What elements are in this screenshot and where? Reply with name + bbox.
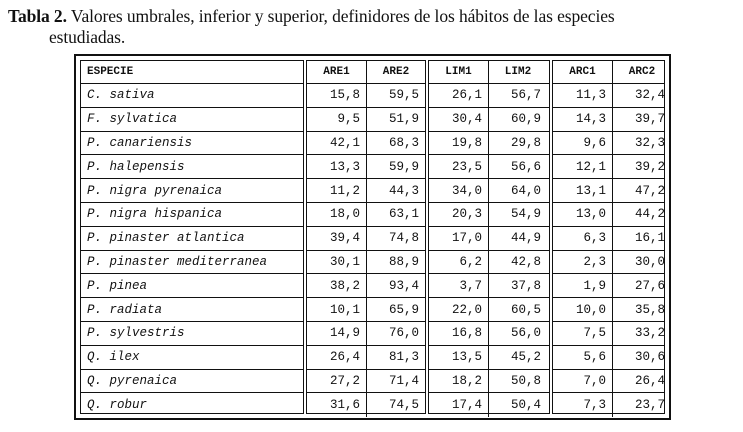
value-cell-are2: 65,9 [388, 302, 419, 317]
table-row [429, 227, 549, 251]
table-row [429, 322, 549, 346]
value-cell-arc1: 7,3 [553, 393, 613, 417]
table-row [81, 227, 303, 251]
value-cell-are2: 71,4 [388, 373, 419, 388]
table-row [429, 370, 549, 394]
value-cell-lim2: 50,4 [510, 398, 541, 413]
value-cell-are1: 10,1 [307, 298, 367, 321]
value-cell-arc1: 14,3 [553, 108, 613, 131]
table-row [81, 179, 303, 203]
value-cell-are2: 44,3 [388, 183, 419, 198]
value-cell-arc2: 33,2 [634, 326, 665, 341]
value-cell-are2: 81,3 [388, 350, 419, 365]
species-name-cell: P. pinaster atlantica [87, 231, 245, 246]
table-row [553, 108, 664, 132]
value-cell-arc1: 7,5 [553, 322, 613, 345]
table-row [81, 84, 303, 108]
table-row [553, 346, 664, 370]
species-name-cell: P. pinaster mediterranea [87, 254, 268, 269]
species-name-cell: P. canariensis [87, 135, 193, 150]
value-cell-are2: 59,9 [388, 159, 419, 174]
value-cell-arc1: 13,1 [553, 179, 613, 202]
value-cell-arc1: 7,0 [553, 370, 613, 393]
table-row [307, 132, 425, 156]
value-cell-are1: 18,0 [307, 203, 367, 226]
table-row [553, 203, 664, 227]
table-row [307, 370, 425, 394]
table-row [429, 251, 549, 275]
value-cell-arc2: 32,4 [634, 88, 665, 103]
table-row [429, 155, 549, 179]
value-cell-lim2: 37,8 [510, 278, 541, 293]
value-cell-are1: 30,1 [307, 251, 367, 274]
are-column-group [306, 60, 426, 414]
value-cell-lim1: 17,4 [429, 393, 489, 417]
value-cell-are2: 74,5 [388, 398, 419, 413]
species-column-group [80, 60, 304, 414]
value-cell-arc2: 23,7 [634, 398, 665, 413]
species-name-cell: P. pinea [87, 278, 148, 293]
value-cell-lim2: 29,8 [510, 135, 541, 150]
value-cell-lim2: 56,7 [510, 88, 541, 103]
value-cell-lim2: 64,0 [510, 183, 541, 198]
header-row [81, 61, 303, 84]
value-cell-are1: 38,2 [307, 274, 367, 297]
caption-text-line2: estudiadas. [49, 27, 126, 47]
value-cell-are2: 63,1 [388, 207, 419, 222]
table-row [429, 84, 549, 108]
table-row [553, 227, 664, 251]
value-cell-lim1: 22,0 [429, 298, 489, 321]
table-row [81, 203, 303, 227]
value-cell-arc1: 5,6 [553, 346, 613, 369]
table-row [81, 108, 303, 132]
species-name-cell: Q. pyrenaica [87, 373, 178, 388]
table-row [307, 84, 425, 108]
data-table [74, 54, 671, 420]
value-cell-are2: 93,4 [388, 278, 419, 293]
table-row [81, 132, 303, 156]
arc-column-group [552, 60, 665, 414]
value-cell-arc1: 13,0 [553, 203, 613, 226]
table-row [553, 274, 664, 298]
table-row [307, 108, 425, 132]
column-header-arc1: ARC1 [553, 61, 613, 83]
value-cell-lim1: 23,5 [429, 155, 489, 178]
value-cell-are1: 13,3 [307, 155, 367, 178]
value-cell-arc2: 44,2 [634, 207, 665, 222]
value-cell-arc2: 16,1 [634, 231, 665, 246]
table-row [553, 155, 664, 179]
table-row [307, 179, 425, 203]
value-cell-are1: 31,6 [307, 393, 367, 417]
value-cell-arc1: 6,3 [553, 227, 613, 250]
value-cell-are1: 9,5 [307, 108, 367, 131]
column-header-lim2: LIM2 [504, 66, 532, 78]
value-cell-lim1: 20,3 [429, 203, 489, 226]
header-row [429, 61, 549, 84]
value-cell-are1: 42,1 [307, 132, 367, 155]
value-cell-arc2: 47,2 [634, 183, 665, 198]
value-cell-lim2: 60,9 [510, 112, 541, 127]
value-cell-arc1: 1,9 [553, 274, 613, 297]
table-row [307, 346, 425, 370]
table-row [81, 370, 303, 394]
table-row [307, 251, 425, 275]
table-row [553, 370, 664, 394]
value-cell-lim2: 42,8 [510, 254, 541, 269]
value-cell-are1: 15,8 [307, 84, 367, 107]
table-row [553, 179, 664, 203]
table-row [429, 179, 549, 203]
table-row [307, 203, 425, 227]
value-cell-are2: 76,0 [388, 326, 419, 341]
value-cell-lim1: 18,2 [429, 370, 489, 393]
species-name-cell: P. radiata [87, 302, 163, 317]
value-cell-are2: 51,9 [388, 112, 419, 127]
species-name-cell: Q. ilex [87, 350, 140, 365]
value-cell-arc2: 26,4 [634, 373, 665, 388]
table-row [307, 298, 425, 322]
value-cell-lim2: 56,6 [510, 159, 541, 174]
value-cell-are1: 26,4 [307, 346, 367, 369]
species-name-cell: C. sativa [87, 88, 155, 103]
table-row [429, 298, 549, 322]
value-cell-lim2: 44,9 [510, 231, 541, 246]
table-row [553, 251, 664, 275]
table-row [429, 108, 549, 132]
value-cell-are1: 11,2 [307, 179, 367, 202]
table-row [307, 227, 425, 251]
value-cell-are1: 39,4 [307, 227, 367, 250]
species-name-cell: F. sylvatica [87, 112, 178, 127]
value-cell-arc2: 39,7 [634, 112, 665, 127]
column-header-especie: ESPECIE [87, 66, 134, 78]
table-row [81, 322, 303, 346]
value-cell-are2: 59,5 [388, 88, 419, 103]
species-name-cell: Q. robur [87, 398, 148, 413]
value-cell-arc1: 2,3 [553, 251, 613, 274]
value-cell-lim2: 54,9 [510, 207, 541, 222]
value-cell-arc1: 11,3 [553, 84, 613, 107]
value-cell-are2: 88,9 [388, 254, 419, 269]
value-cell-arc1: 10,0 [553, 298, 613, 321]
value-cell-lim1: 6,2 [429, 251, 489, 274]
species-name-cell: P. nigra hispanica [87, 207, 223, 222]
table-row [429, 203, 549, 227]
header-row [307, 61, 425, 84]
value-cell-are1: 27,2 [307, 370, 367, 393]
value-cell-arc1: 12,1 [553, 155, 613, 178]
value-cell-lim1: 30,4 [429, 108, 489, 131]
value-cell-lim1: 34,0 [429, 179, 489, 202]
column-header-are2: ARE2 [382, 66, 410, 78]
value-cell-arc2: 27,6 [634, 278, 665, 293]
species-name-cell: P. halepensis [87, 159, 185, 174]
value-cell-arc2: 30,0 [634, 254, 665, 269]
value-cell-arc2: 30,6 [634, 350, 665, 365]
value-cell-lim2: 50,8 [510, 373, 541, 388]
table-row [307, 155, 425, 179]
value-cell-arc1: 9,6 [553, 132, 613, 155]
table-row [307, 322, 425, 346]
value-cell-lim2: 56,0 [510, 326, 541, 341]
value-cell-are2: 74,8 [388, 231, 419, 246]
table-row [81, 274, 303, 298]
table-row [429, 132, 549, 156]
table-row [81, 346, 303, 370]
table-row [81, 393, 303, 417]
table-row [429, 274, 549, 298]
table-row [81, 251, 303, 275]
species-name-cell: P. nigra pyrenaica [87, 183, 223, 198]
table-row [553, 298, 664, 322]
table-row [553, 393, 664, 417]
value-cell-lim2: 45,2 [510, 350, 541, 365]
table-row [429, 346, 549, 370]
value-cell-lim2: 60,5 [510, 302, 541, 317]
table-row [553, 322, 664, 346]
value-cell-lim1: 16,8 [429, 322, 489, 345]
value-cell-lim1: 17,0 [429, 227, 489, 250]
value-cell-arc2: 35,8 [634, 302, 665, 317]
value-cell-lim1: 26,1 [429, 84, 489, 107]
value-cell-arc2: 32,3 [634, 135, 665, 150]
column-header-arc2: ARC2 [628, 66, 656, 78]
table-row [307, 274, 425, 298]
table-row [81, 298, 303, 322]
table-row [429, 393, 549, 417]
species-name-cell: P. sylvestris [87, 326, 185, 341]
table-row [553, 84, 664, 108]
table-caption [8, 6, 736, 48]
table-row [307, 393, 425, 417]
caption-text-line1: Valores umbrales, inferior y superior, definidores de los hábitos de las especies [70, 6, 615, 26]
header-row [553, 61, 664, 84]
value-cell-lim1: 13,5 [429, 346, 489, 369]
value-cell-lim1: 19,8 [429, 132, 489, 155]
value-cell-are1: 14,9 [307, 322, 367, 345]
value-cell-lim1: 3,7 [429, 274, 489, 297]
lim-column-group [428, 60, 550, 414]
column-header-lim1: LIM1 [429, 61, 489, 83]
value-cell-are2: 68,3 [388, 135, 419, 150]
column-header-are1: ARE1 [307, 61, 367, 83]
caption-label: Tabla 2. [8, 6, 67, 26]
value-cell-arc2: 39,2 [634, 159, 665, 174]
table-row [553, 132, 664, 156]
table-row [81, 155, 303, 179]
